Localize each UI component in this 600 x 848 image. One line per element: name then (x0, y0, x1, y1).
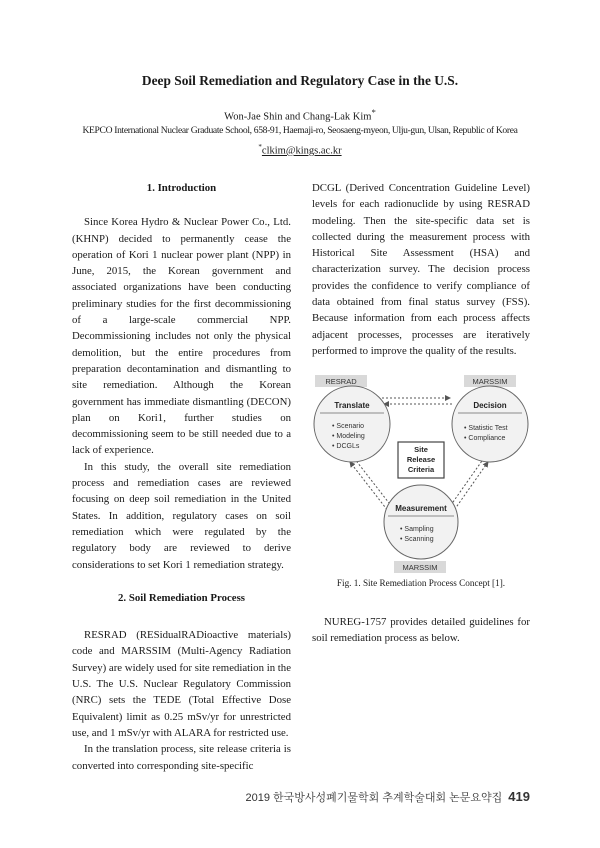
marssim-top-label: MARSSIM (472, 377, 508, 386)
process-paragraph-2: In the translation process, site release criteria is converted into corresponding site-specific (72, 743, 291, 772)
intro-paragraph-1: Since Korea Hydro & Nuclear Power Co., Ltd. (KHNP) decided to permanently cease the operation of Kori 1 nuclear power plant (NPP) in June, 2015, the Korean government and associated organizations have been conducting preliminary studies for the first decommissioning of a large-scale commercial NPP. Decommissioning includes not only the physical demolition, but the entire procedures from preparation decontamination and dismantling to site remediation. Although the Korean government has immediate dismantling (DECON) plan on Kori1, further studies on decommissioning seem to be still needed due to a lack of experience. (72, 216, 291, 457)
figure-caption: Fig. 1. Site Remediation Process Concept [1]. (336, 578, 506, 588)
measurement-item-1: • Sampling (400, 526, 434, 533)
measurement-item-2: • Scanning (400, 536, 434, 543)
intro-heading: 1. Introduction (146, 182, 217, 194)
right-paragraph-1: DCGL (Derived Concentration Guideline Level) levels for each radionuclide by using RESRAD modeling. Then the site-specific data set is collected during the measurement process with Historical Site Assessment (HSA) and characterization survey. The decision process provides the confidence to verify compliance of data obtained from final status survey (FSS). Because information from each process affects adjacent processes, processes are iteratively performed to improve the quality of the results. (312, 182, 530, 357)
measurement-circle (384, 485, 458, 559)
page-footer (246, 789, 531, 805)
footer-text: 2019 한국방사성폐기물학회 추계학술대회 논문요약집 (245, 792, 503, 804)
translate-item-1: • Scenario (332, 423, 365, 430)
author-line (0, 107, 600, 123)
right-column-top (312, 180, 530, 359)
measurement-title: Measurement (395, 504, 447, 513)
process-diagram (312, 372, 530, 574)
translate-title: Translate (334, 401, 370, 410)
center-line-1: Site (414, 445, 428, 454)
decision-title: Decision (473, 401, 507, 410)
email-line (0, 143, 600, 157)
translate-item-2: • Modeling (332, 433, 365, 440)
process-heading: 2. Soil Remediation Process (118, 591, 245, 604)
translate-item-3: • DCGLs (332, 443, 360, 450)
left-column (72, 180, 291, 774)
intro-paragraph-2: In this study, the overall site remediation process and remediation cases are reviewed focusing on deep soil remediation in the United States. In addition, regulatory cases on soil remediation which were regulated by the regulatory body are reviewed to derive considerations to set Kori 1 remediation strategy. (72, 460, 291, 571)
marssim-bottom-label: MARSSIM (402, 563, 438, 572)
resrad-label: RESRAD (325, 377, 357, 386)
decision-item-1: • Statistic Test (464, 425, 508, 432)
page-number: 419 (508, 789, 530, 804)
process-paragraph-1: RESRAD (RESidualRADioactive materials) code and MARSSIM (Multi-Agency Radiation Survey) are widely used for site remediation in the U.S. The U.S. Nuclear Regulatory Commission (NRC) sets the TEDE (Total Effective Dose Equivalent) limit as 0.25 mSv/yr for unrestricted use, and 1 mSv/yr with ALARA for restricted use. (72, 629, 291, 739)
paper-title: Deep Soil Remediation and Regulatory Case in the U.S. (141, 73, 459, 88)
decision-item-2: • Compliance (464, 435, 506, 442)
center-line-3: Criteria (407, 465, 435, 474)
email-mark: * (258, 143, 262, 151)
authors: Won-Jae Shin and Chang-Lak Kim (224, 111, 372, 123)
affiliation: KEPCO International Nuclear Graduate School, 658-91, Haemaji-ro, Seosaeng-myeon, Ulju-gun, Ulsan, Republic of Korea (82, 125, 518, 136)
center-line-2: Release (406, 455, 436, 464)
process-figure (312, 372, 530, 574)
email-link[interactable]: clkim@kings.ac.kr (261, 145, 342, 157)
corresponding-mark: * (371, 107, 376, 117)
right-paragraph-2: NUREG-1757 provides detailed guidelines for soil remediation process as below. (312, 616, 530, 645)
decision-circle (452, 386, 528, 462)
arrow-measurement-to-translate (350, 462, 392, 516)
right-column-bottom (312, 614, 530, 647)
